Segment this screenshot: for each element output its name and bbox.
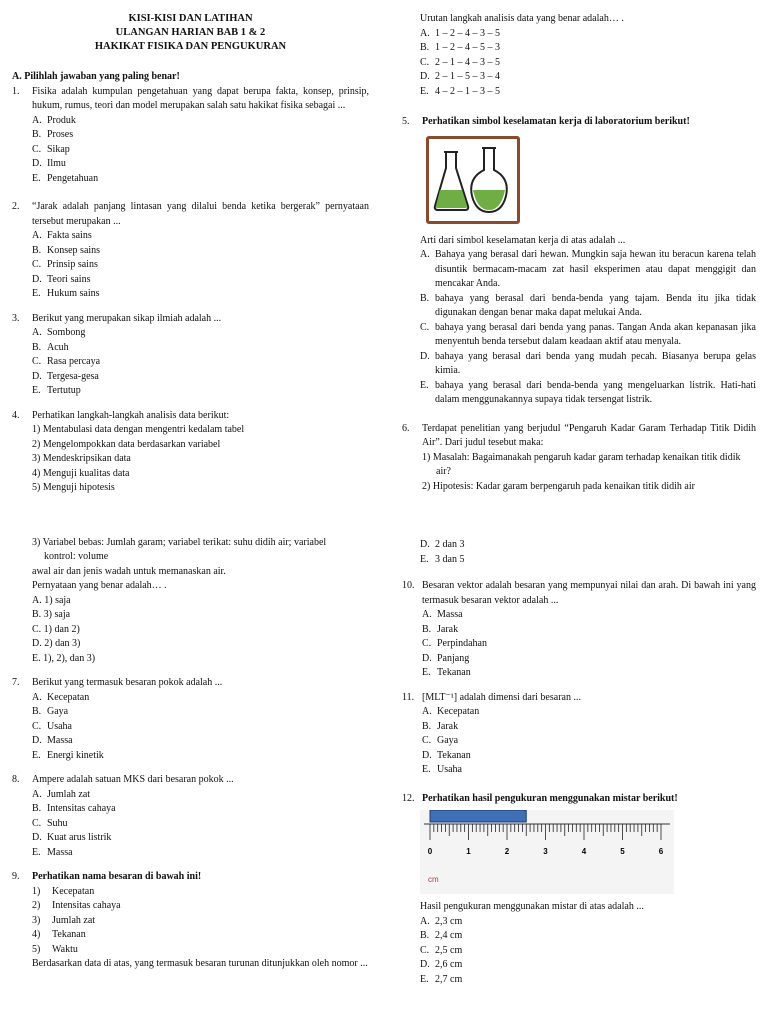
option-letter: A.	[32, 327, 42, 338]
question-tail-text: Berdasarkan data di atas, yang termasuk besaran turunan ditunjukkan oleh nomor ...	[32, 958, 368, 969]
option-letter: E.	[420, 85, 429, 97]
option-letter: C.	[420, 944, 430, 956]
question-number: 12.	[402, 792, 415, 804]
option-text: 2,5 cm	[435, 944, 463, 956]
list-item-continuation: awal air dan jenis wadah untuk memanaskan air.	[32, 565, 226, 577]
question-9	[12, 870, 369, 972]
option-text: Rasa percaya	[47, 356, 101, 367]
option[interactable]	[420, 292, 756, 321]
option[interactable]	[420, 85, 756, 100]
question-number: 10.	[402, 580, 415, 591]
option[interactable]	[32, 355, 369, 370]
option-text: 1) saja	[44, 594, 71, 606]
option[interactable]	[32, 637, 369, 652]
doc-title-1: KISI-KISI DAN LATIHAN	[128, 13, 253, 24]
option-letter: E.	[420, 553, 429, 565]
option-letter: C.	[32, 259, 42, 270]
option-letter: A.	[420, 915, 430, 927]
option-text: Panjang	[437, 652, 470, 664]
list-number: 5)	[32, 943, 41, 955]
option-letter: D.	[422, 749, 432, 761]
option-text: 3) saja	[43, 609, 71, 620]
option-text: 2,6 cm	[435, 959, 463, 970]
answer-options	[32, 229, 369, 302]
option-text: 1 – 2 – 4 – 3 – 5	[435, 27, 500, 39]
option-letter: B.	[420, 292, 430, 304]
option-text: Usaha	[437, 764, 462, 775]
option-letter: B.	[32, 341, 42, 353]
option[interactable]	[32, 691, 369, 706]
question-text: Pernyataan yang benar adalah… .	[32, 580, 167, 591]
option[interactable]	[32, 244, 369, 259]
option-text: Tertutup	[47, 385, 81, 396]
question-4-continued	[402, 12, 756, 99]
option[interactable]	[32, 846, 369, 861]
measured-object-bar	[430, 810, 526, 822]
option-text: bahaya yang berasal dari benda-benda yang tajam. Benda itu jika tidak digunakan dengan benar maka dapat melukai Anda.	[435, 292, 756, 318]
option[interactable]	[32, 143, 369, 158]
option-letter: E.	[420, 379, 429, 391]
question-3	[12, 312, 369, 399]
option[interactable]	[32, 114, 369, 129]
list-item	[32, 928, 369, 943]
option-letter: D.	[32, 832, 42, 843]
option-letter: D.	[420, 959, 430, 970]
left-column	[12, 12, 369, 972]
option-text: Massa	[437, 609, 463, 620]
option-text: 1 – 2 – 4 – 5 – 3	[435, 42, 500, 53]
option[interactable]	[420, 915, 756, 930]
option-letter: B.	[32, 609, 42, 620]
option[interactable]	[422, 652, 756, 667]
option-text: Gaya	[437, 735, 459, 746]
analysis-steps-list	[32, 423, 369, 496]
option[interactable]	[420, 929, 756, 944]
doc-title-2: ULANGAN HARIAN BAB 1 & 2	[115, 27, 266, 38]
question-text: Berikut yang termasuk besaran pokok adalah ...	[32, 677, 223, 688]
option[interactable]	[32, 384, 369, 399]
list-item: 2) Hipotesis: Kadar garam berpengaruh pada kenaikan titik didih air	[422, 480, 695, 492]
doc-title-3: HAKIKAT FISIKA DAN PENGUKURAN	[94, 41, 287, 52]
list-item: 1) Mentabulasi data dengan mengentri kedalam tabel	[32, 424, 245, 435]
answer-options	[422, 608, 756, 681]
list-item	[32, 899, 369, 914]
question-text: Perhatikan nama besaran di bawah ini!	[32, 871, 202, 882]
option-letter: C.	[420, 321, 430, 333]
question-4	[12, 409, 369, 496]
option-letter: B.	[420, 42, 430, 53]
ruler-tick-label: 5	[620, 847, 625, 856]
option-letter: D.	[32, 273, 42, 285]
option-text: 2) dan 3)	[44, 638, 81, 649]
list-item	[32, 885, 369, 900]
list-text: Jumlah zat	[52, 914, 96, 926]
option[interactable]	[32, 749, 369, 764]
option-letter: E.	[32, 652, 41, 664]
question-1	[12, 85, 369, 187]
answer-options	[420, 27, 756, 100]
option[interactable]	[420, 958, 756, 973]
option-letter: B.	[32, 803, 42, 814]
option-text: Kecepatan	[437, 706, 480, 717]
spacer	[12, 496, 369, 536]
option-letter: E.	[32, 846, 41, 858]
option-letter: A.	[32, 114, 42, 126]
question-text: Besaran vektor adalah besaran yang mempunyai nilai dan arah. Di bawah ini yang termasuk besaran vektor adalah ...	[422, 580, 756, 606]
option-letter: D.	[32, 370, 42, 382]
option-text: Massa	[47, 735, 73, 746]
option-letter: D.	[422, 652, 432, 664]
option[interactable]	[32, 652, 369, 667]
question-number: 7.	[12, 677, 20, 688]
question-text: Arti dari simbol keselamatan kerja di atas adalah ...	[420, 234, 626, 246]
option-letter: A.	[420, 249, 430, 260]
option[interactable]	[420, 41, 756, 56]
list-text: Intensitas cahaya	[52, 900, 121, 911]
option-text: Tergesa-gesa	[47, 370, 99, 382]
option[interactable]	[422, 720, 756, 735]
question-number: 11.	[402, 691, 415, 703]
option-letter: C.	[32, 817, 42, 829]
option[interactable]	[420, 538, 756, 553]
answer-options	[32, 326, 369, 399]
question-10	[402, 579, 756, 681]
option[interactable]	[32, 287, 369, 302]
option[interactable]	[422, 705, 756, 720]
option-letter: C.	[32, 720, 42, 732]
option[interactable]	[32, 608, 369, 623]
option-text: Tekanan	[437, 749, 471, 761]
ruler-graphic	[420, 810, 674, 894]
list-item: 4) Menguji kualitas data	[32, 467, 130, 479]
option-text: 2,3 cm	[435, 915, 463, 927]
question-text: Fisika adalah kumpulan pengetahuan yang dapat berupa fakta, konsep, prinsip, hukum, rumus, teori dan model merupakan salah satu hakikat fisika sebagai ...	[32, 85, 369, 111]
list-item	[32, 914, 369, 929]
option[interactable]	[32, 594, 369, 609]
question-9-continued	[402, 538, 756, 567]
option[interactable]	[32, 326, 369, 341]
ruler-unit-label: cm	[428, 875, 439, 884]
answer-options	[32, 594, 369, 667]
ruler-tick-label: 1	[466, 847, 471, 856]
question-5-body	[402, 234, 756, 408]
question-12	[402, 792, 756, 807]
question-text: Ampere adalah satuan MKS dari besaran pokok ...	[32, 774, 234, 785]
question-number: 5.	[402, 116, 410, 127]
option-text: Massa	[47, 846, 73, 858]
option-text: Proses	[47, 129, 74, 140]
option-letter: A.	[32, 691, 42, 703]
option[interactable]	[32, 623, 369, 638]
option[interactable]	[420, 350, 756, 379]
answer-options	[32, 788, 369, 861]
option-letter: E.	[422, 667, 431, 678]
list-item-continuation: kontrol: volume	[44, 551, 109, 562]
option[interactable]	[422, 608, 756, 623]
question-number: 8.	[12, 774, 20, 785]
option[interactable]	[422, 666, 756, 681]
option[interactable]	[420, 248, 756, 292]
option-text: Bahaya yang berasal dari hewan. Mungkin saja hewan itu beracun karena telah disuntik bermacam-macam zat hasil eksperimen atau dapat menggigit dan mencakar Anda.	[435, 249, 756, 289]
question-number: 3.	[12, 312, 20, 324]
ruler-tick-label: 2	[504, 847, 510, 856]
option-text: 2,4 cm	[435, 930, 463, 941]
question-number: 2.	[12, 201, 20, 212]
option-letter: B.	[32, 706, 42, 717]
question-number: 6.	[402, 422, 410, 434]
option-letter: B.	[32, 129, 42, 140]
question-7	[12, 676, 369, 763]
list-text: Kecepatan	[52, 885, 95, 897]
option-text: Fakta sains	[47, 230, 92, 241]
option-letter: C.	[32, 143, 42, 155]
question-text: Perhatikan langkah-langkah analisis data berikut:	[32, 409, 230, 421]
option-text: Kuat arus listrik	[47, 832, 112, 843]
list-item: 3) Variabel bebas: Jumlah garam; variabel terikat: suhu didih air; variabel	[32, 536, 327, 548]
list-text: Tekanan	[52, 929, 86, 940]
right-column	[402, 12, 756, 987]
option-letter: D.	[420, 539, 430, 550]
option-letter: C.	[420, 56, 430, 68]
option[interactable]	[422, 637, 756, 652]
laboratory-glassware-icon	[426, 136, 520, 224]
option[interactable]	[420, 70, 756, 85]
option-letter: E.	[32, 385, 41, 396]
option-letter: D.	[420, 71, 430, 82]
list-number: 3)	[32, 914, 41, 926]
option[interactable]	[420, 944, 756, 959]
question-2	[12, 200, 369, 302]
option[interactable]	[422, 749, 756, 764]
list-item: 2) Mengelompokkan data berdasarkan variabel	[32, 438, 221, 450]
option-text: 2 – 1 – 5 – 3 – 4	[435, 71, 500, 82]
option-text: Gaya	[47, 706, 69, 717]
option-letter: D.	[32, 735, 42, 746]
option-text: bahaya yang berasal dari benda yang panas. Tangan Anda akan kepanasan jika menyentuh benda tersebut dalam keadaan aktif atau menyala.	[435, 321, 756, 347]
option-letter: A.	[32, 788, 42, 800]
option[interactable]	[420, 27, 756, 42]
option[interactable]	[32, 705, 369, 720]
option-letter: C.	[422, 638, 432, 649]
list-item: 5) Menguji hipotesis	[32, 482, 115, 493]
question-number: 9.	[12, 871, 20, 882]
option-text: Pengetahuan	[47, 172, 99, 184]
option[interactable]	[32, 788, 369, 803]
option-letter: D.	[32, 158, 42, 169]
option-text: Jarak	[437, 623, 459, 635]
option-text: Jumlah zat	[47, 788, 91, 800]
answer-options	[32, 691, 369, 764]
option-text: Kecepatan	[47, 691, 90, 703]
option-letter: A.	[32, 594, 42, 606]
option[interactable]	[32, 831, 369, 846]
question-text: [MLT⁻¹] adalah dimensi dari besaran ...	[422, 691, 581, 703]
list-number: 1)	[32, 885, 41, 897]
option-text: 2 – 1 – 4 – 3 – 5	[435, 56, 500, 68]
option[interactable]	[32, 817, 369, 832]
answer-options	[32, 114, 369, 187]
question-11	[402, 691, 756, 778]
option[interactable]	[32, 128, 369, 143]
option-text: bahaya yang berasal dari benda-benda yang mengeluarkan listrik. Hati-hati dalam menggunakannya supaya tidak tersengat listrik.	[435, 379, 756, 405]
question-5	[402, 115, 756, 130]
option-text: Usaha	[47, 720, 72, 732]
option-text: Ilmu	[47, 158, 66, 169]
question-12-body	[402, 900, 756, 987]
option-text: Konsep sains	[47, 244, 101, 256]
option[interactable]	[32, 273, 369, 288]
list-item	[32, 943, 369, 958]
option[interactable]	[32, 172, 369, 187]
answer-options	[422, 705, 756, 778]
option[interactable]	[32, 720, 369, 735]
ruler-tick-label: 4	[581, 847, 587, 856]
option-text: Prinsip sains	[47, 259, 98, 270]
option-letter: B.	[420, 930, 430, 941]
list-number: 2)	[32, 900, 41, 911]
option[interactable]	[32, 341, 369, 356]
option[interactable]	[420, 321, 756, 350]
option[interactable]	[422, 763, 756, 778]
option-letter: A.	[420, 27, 430, 39]
question-8	[12, 773, 369, 860]
option-text: 4 – 2 – 1 – 3 – 5	[435, 85, 500, 97]
question-text: Hasil pengukuran menggunakan mistar di atas adalah ...	[420, 901, 644, 912]
list-item: 1) Masalah: Bagaimanakah pengaruh kadar garam terhadap kenaikan titik didik air?	[422, 451, 741, 477]
question-6	[402, 422, 756, 495]
question-6-continued	[12, 536, 369, 667]
option[interactable]	[32, 370, 369, 385]
question-text: Terdapat penelitian yang berjudul “Pengaruh Kadar Garam Terhadap Titik Didih Air”. Dari judul tesebut maka:	[422, 422, 756, 448]
option-letter: E.	[32, 749, 41, 761]
option[interactable]	[32, 258, 369, 273]
option-text: Hukum sains	[47, 288, 100, 299]
option-text: Energi kinetik	[47, 749, 104, 761]
ruler-figure	[420, 810, 674, 894]
question-text: Perhatikan simbol keselamatan kerja di laboratorium berikut!	[422, 116, 690, 127]
option-letter: C.	[32, 356, 42, 367]
ruler-tick-label: 3	[543, 847, 548, 856]
ruler-tick-label: 6	[658, 847, 664, 856]
option[interactable]	[32, 734, 369, 749]
option-letter: B.	[422, 623, 432, 635]
question-text: “Jarak adalah panjang lintasan yang dilalui benda ketika bergerak” pernyataan tersebut merupakan ...	[32, 201, 369, 227]
option[interactable]	[420, 553, 756, 568]
section-a-instruction: A. Pilihlah jawaban yang paling benar!	[12, 71, 180, 82]
option-text: Produk	[47, 114, 76, 126]
option-text: 1) dan 2)	[43, 623, 80, 635]
list-number: 4)	[32, 929, 41, 940]
option-letter: C.	[32, 623, 42, 635]
option-text: Tekanan	[437, 667, 471, 678]
option[interactable]	[420, 56, 756, 71]
question-text: Perhatikan hasil pengukuran menggunakan mistar berikut!	[422, 792, 678, 804]
option-text: Perpindahan	[437, 638, 487, 649]
option-text: 2,7 cm	[435, 973, 463, 985]
option[interactable]	[422, 734, 756, 749]
option-text: Sikap	[47, 143, 70, 155]
option[interactable]	[32, 157, 369, 172]
option-letter: E.	[422, 764, 431, 775]
list-item: 3) Mendeskripsikan data	[32, 453, 131, 464]
option-text: 1), 2), dan 3)	[43, 652, 96, 664]
option-letter: A.	[422, 609, 432, 620]
option-letter: E.	[32, 172, 41, 184]
list-text: Waktu	[52, 943, 78, 955]
option[interactable]	[422, 623, 756, 638]
answer-options	[420, 915, 756, 988]
option[interactable]	[32, 229, 369, 244]
option-letter: D.	[32, 638, 42, 649]
option-letter: E.	[32, 288, 41, 299]
option-letter: A.	[422, 706, 432, 717]
option-text: Sombong	[47, 327, 86, 338]
question-text: Berikut yang merupakan sikap ilmiah adalah ...	[32, 312, 222, 324]
spacer	[402, 494, 756, 538]
option-letter: E.	[420, 973, 429, 985]
option[interactable]	[420, 973, 756, 988]
answer-options	[420, 248, 756, 408]
option[interactable]	[32, 802, 369, 817]
option-text: bahaya yang berasal dari benda yang mudah pecah. Biasanya berupa gelas kimia.	[435, 350, 756, 376]
option-text: Acuh	[47, 341, 69, 353]
option-text: Jarak	[437, 720, 459, 732]
flask-graphic	[432, 144, 514, 216]
option-text: 3 dan 5	[435, 553, 465, 565]
quantity-list	[32, 885, 369, 958]
option-letter: B.	[32, 244, 42, 256]
ruler-tick-label: 0	[427, 847, 433, 856]
option-text: Suhu	[47, 817, 68, 829]
research-items-list	[422, 451, 756, 495]
option-letter: B.	[422, 720, 432, 732]
option-text: 2 dan 3	[435, 539, 465, 550]
option[interactable]	[420, 379, 756, 408]
question-text: Urutan langkah analisis data yang benar adalah… .	[420, 13, 624, 24]
question-number: 1.	[12, 85, 20, 97]
question-number: 4.	[12, 409, 20, 421]
option-letter: C.	[422, 735, 432, 746]
option-text: Teori sains	[47, 273, 91, 285]
option-text: Intensitas cahaya	[47, 803, 116, 814]
option-letter: D.	[420, 350, 430, 362]
option-letter: A.	[32, 230, 42, 241]
